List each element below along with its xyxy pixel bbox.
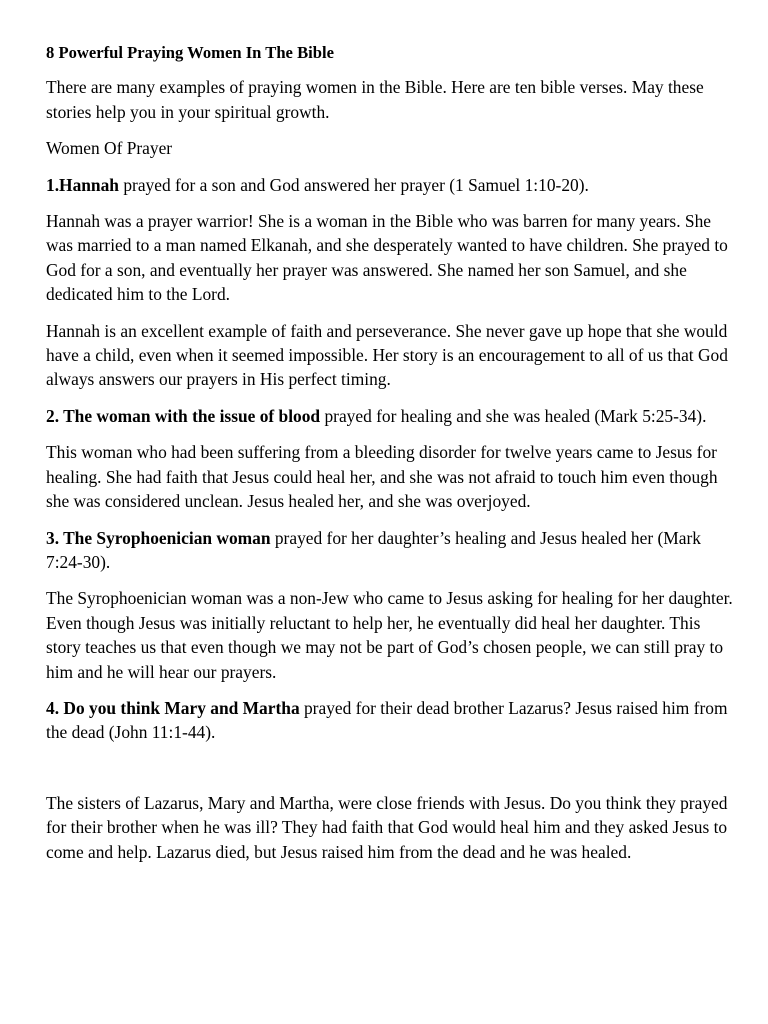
body-paragraph: Hannah is an excellent example of faith and perseverance. She never gave up hope that she would have a child, even when it seemed impossible. Her story is an encouragement to all of us that God always answers our prayers in His perfect timing.	[46, 320, 728, 390]
item-heading-text: prayed for her daughter’s healing and Jesus healed her (Mark 7:24-30).	[46, 527, 701, 572]
document-page	[46, 41, 736, 876]
item-heading-hannah	[46, 173, 736, 197]
item-heading-woman-issue-of-blood	[46, 404, 736, 428]
document-title: 8 Powerful Praying Women In The Bible	[46, 43, 334, 62]
item-heading-mary-and-martha	[46, 696, 736, 745]
body-paragraph: The Syrophoenician woman was a non-Jew who came to Jesus asking for healing for her daughter. Even though Jesus was initially reluctant to help her, he eventually did heal her daughter. This story teaches us that even though we may not be part of God’s chosen people, we can still pray to him and he will hear our prayers.	[46, 588, 733, 682]
intro-paragraph: There are many examples of praying women in the Bible. Here are ten bible verses. May these stories help you in your spiritual growth.	[46, 77, 704, 122]
item-heading-text: prayed for their dead brother Lazarus? Jesus raised him from the dead (John 11:1-44).	[46, 697, 728, 743]
body-paragraph: This woman who had been suffering from a bleeding disorder for twelve years came to Jesus for healing. She had faith that Jesus could heal her, and she was not afraid to touch him even though she was considered unclean. Jesus healed her, and she was overjoyed.	[46, 442, 718, 512]
body-paragraph: Hannah was a prayer warrior! She is a woman in the Bible who was barren for many years. She was married to a man named Elkanah, and she desperately wanted to have children. She prayed to God for a son, and eventually her prayer was answered. She named her son Samuel, and she dedicated him to the Lord.	[46, 211, 728, 305]
body-paragraph: The sisters of Lazarus, Mary and Martha, were close friends with Jesus. Do you think they prayed for their brother when he was ill? They had faith that God would heal him and they asked Jesus to come and help. Lazarus died, but Jesus raised him from the dead and he was healed.	[46, 792, 728, 862]
item-heading-bold: 4. Do you think Mary and Martha	[46, 697, 300, 718]
item-heading-bold: 3. The Syrophoenician woman	[46, 527, 271, 548]
item-heading-text: prayed for healing and she was healed (Mark 5:25-34).	[320, 405, 707, 426]
item-heading-text: prayed for a son and God answered her prayer (1 Samuel 1:10-20).	[118, 174, 589, 195]
section-heading: Women Of Prayer	[46, 138, 173, 159]
item-heading-syrophoenician-woman	[46, 526, 736, 575]
item-heading-bold: 1.Hannah	[46, 174, 119, 195]
item-heading-bold: 2. The woman with the issue of blood	[46, 405, 321, 426]
